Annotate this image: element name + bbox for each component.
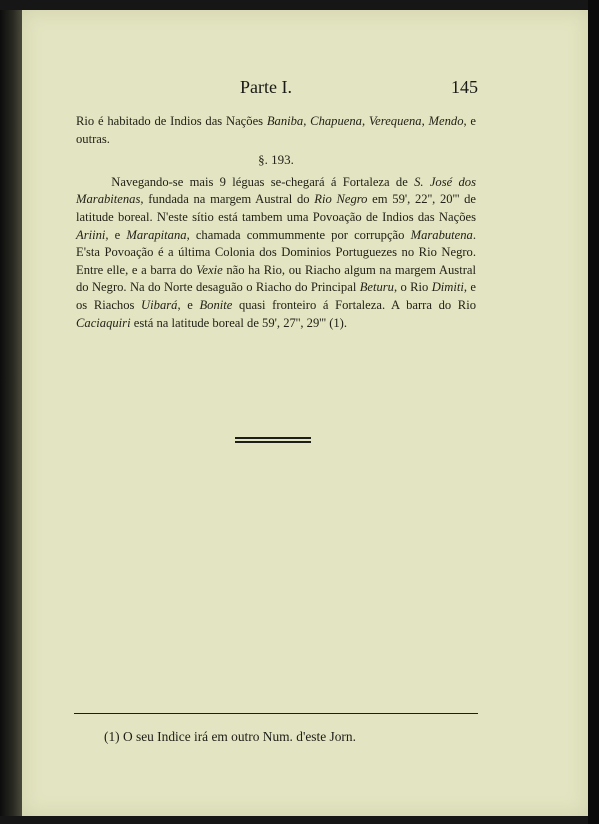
text-run: , <box>303 114 311 128</box>
section-number: §. 193. <box>258 152 294 168</box>
place-name: Bonite <box>199 297 233 312</box>
section-end-rule <box>235 437 311 443</box>
text-run: , o Rio <box>393 280 432 295</box>
nation-name: Baniba <box>266 114 304 128</box>
place-name: Marabutena <box>410 227 473 242</box>
paragraph-section-193 <box>76 174 476 332</box>
body-text <box>76 113 476 332</box>
page-number: 145 <box>451 77 478 97</box>
running-head: Parte I. <box>240 77 292 97</box>
text-run: Rio é habitado de Indios das Nações <box>76 114 267 128</box>
place-name: Beturu <box>359 280 394 295</box>
footnote: (1) O seu Indice irá em outro Num. d'este Jorn. <box>104 729 356 744</box>
text-run: , chamada commummente por corrupção <box>186 227 411 242</box>
nation-name: Mendo <box>428 114 464 128</box>
footnote-rule <box>74 713 478 714</box>
nation-name: Marapitana <box>126 227 187 242</box>
place-name: Dimiti <box>431 280 464 295</box>
text-run: em 59', 22'', 20''' de latitude boreal. N'este sítio está tambem uma Povoação de Indios das Nações <box>76 192 476 224</box>
text-run: , e <box>105 227 127 242</box>
paragraph-continuation <box>76 113 476 148</box>
text-run: , fundada na margem Austral do <box>140 192 315 207</box>
place-name: Rio Negro <box>314 192 368 207</box>
nation-name: Ariini <box>76 227 106 242</box>
place-name: Uibará <box>141 297 178 312</box>
scan-edge <box>588 0 599 824</box>
text-run: . E'sta Povoação é a última Colonia dos Dominios Portuguezes no Rio Negro. Entre elle, e a barra do <box>76 227 476 277</box>
text-run: , <box>421 114 429 128</box>
text-run: , e <box>177 297 200 312</box>
nation-name: Verequena <box>368 114 422 128</box>
book-page <box>22 10 588 816</box>
text-run: , e os Riachos <box>76 280 476 312</box>
place-name: Vexie <box>196 262 223 277</box>
binding-gutter <box>0 10 22 816</box>
text-run: Navegando-se mais 9 léguas se-chegará á Fortaleza de <box>111 174 415 189</box>
text-run: , <box>361 114 369 128</box>
text-run: quasi fronteiro á Fortaleza. A barra do Rio <box>232 297 476 312</box>
place-name: Caciaquiri <box>76 315 131 330</box>
place-name: S. José dos Marabitenas <box>76 174 476 207</box>
text-run: não ha Rio, ou Riacho algum na margem Austral do Negro. Na do Norte desaguão o Riacho do Principal <box>76 262 476 295</box>
page-header <box>22 77 588 101</box>
text-run: está na latitude boreal de 59', 27'', 29''' (1). <box>130 315 348 330</box>
text-run: , e outras. <box>76 114 477 146</box>
nation-name: Chapuena <box>310 114 362 128</box>
